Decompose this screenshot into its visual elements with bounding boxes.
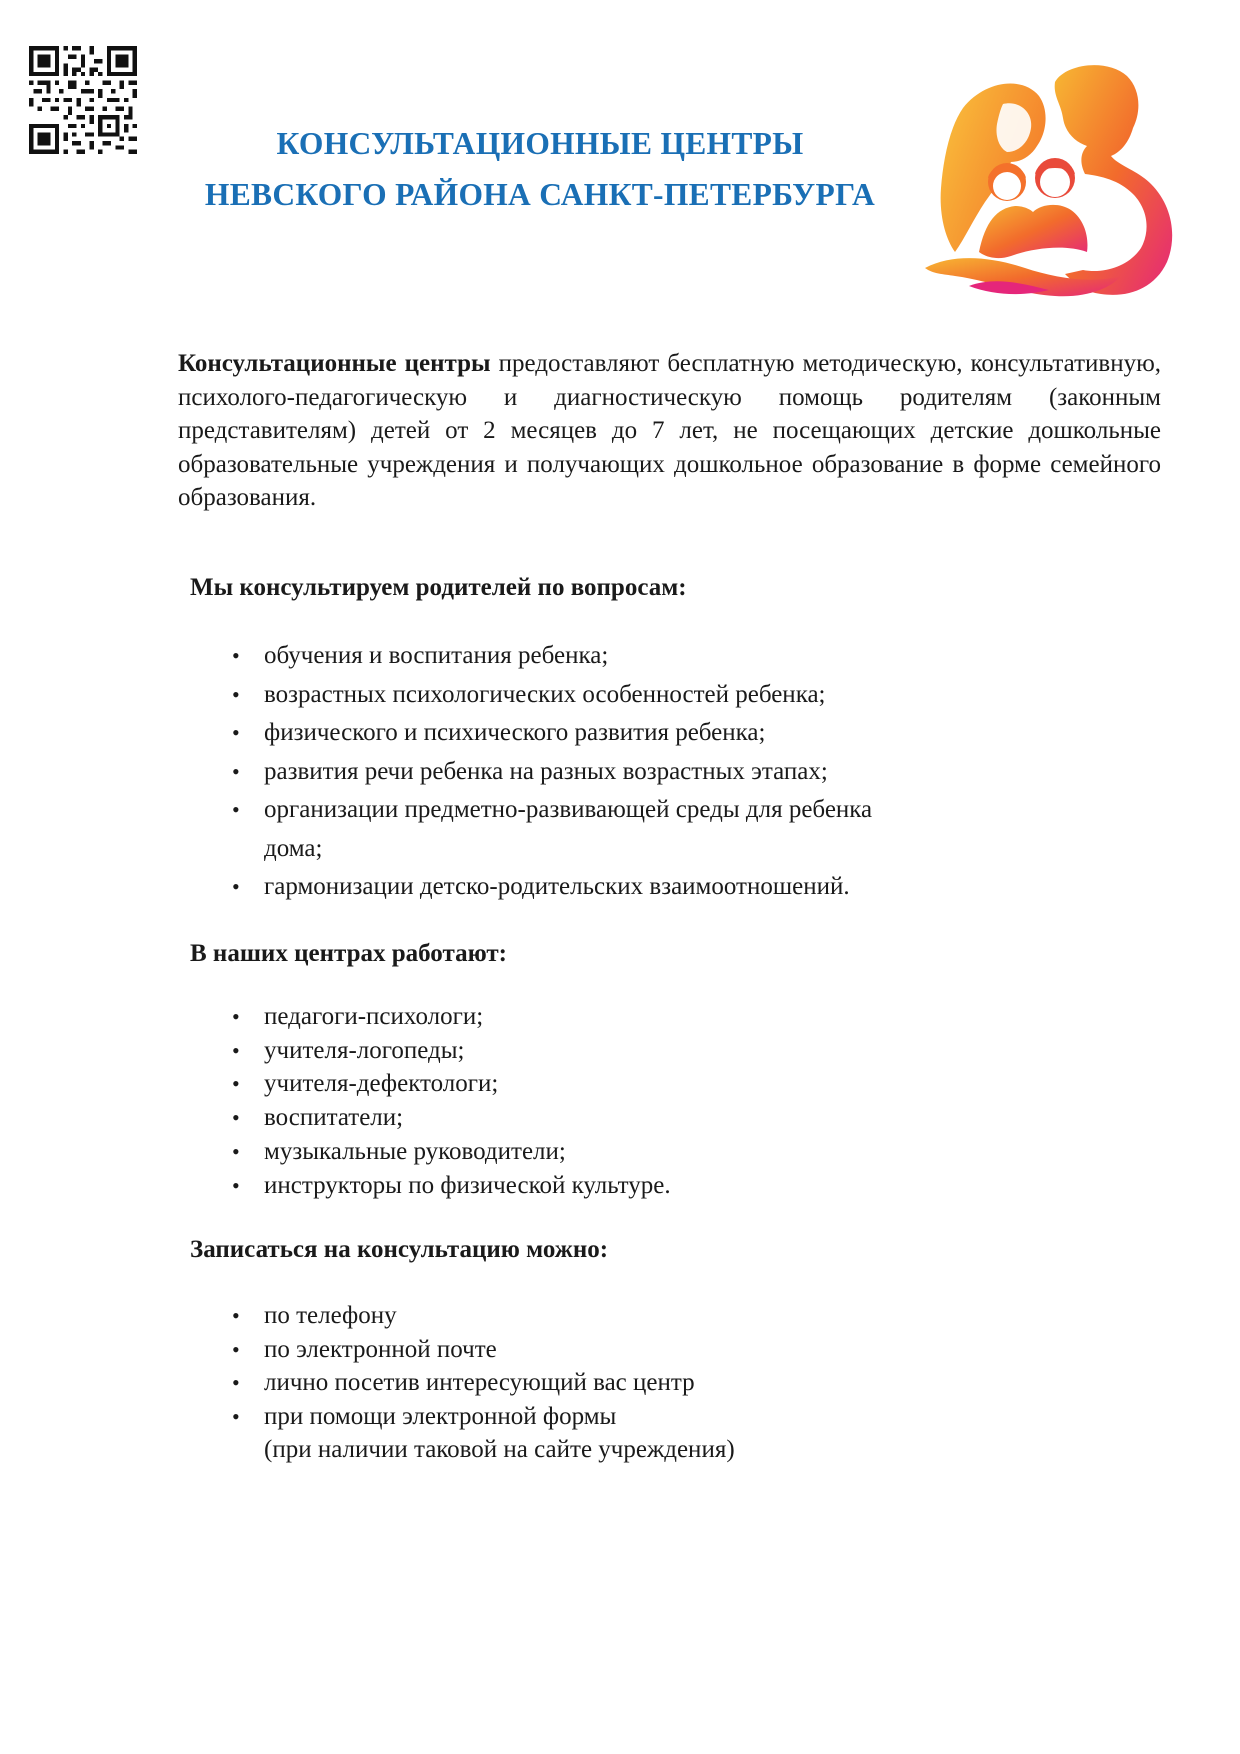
bullet-icon: • xyxy=(232,720,240,745)
list-item: • музыкальные руководители; xyxy=(0,1135,671,1169)
list-item: • обучения и воспитания ребенка; xyxy=(0,637,872,676)
list-item-continuation: (при наличии таковой на сайте учреждения) xyxy=(264,1436,735,1463)
intro-bold-lead: Консультационные центры xyxy=(178,350,491,377)
intro-text: предоставляют бесплатную методическую, консультативную, психолого-педагогическую и диагностическую помощь родителям (законным представителям) детей от 2 месяцев до 7 лет, не посещающих детские дошкольные образовательные учреждения и получающих дошкольное образование в форме семейного образования. xyxy=(178,350,1161,511)
bullet-icon: • xyxy=(232,1071,240,1097)
bullet-icon: • xyxy=(232,874,240,899)
topics-list xyxy=(0,637,872,907)
list-item: • учителя-дефектологи; xyxy=(0,1067,671,1101)
bullet-icon: • xyxy=(232,1172,240,1198)
section-heading-staff: В наших центрах работают: xyxy=(190,940,507,967)
list-item: • физического и психического развития ребенка; xyxy=(0,714,872,753)
section-heading-topics: Мы консультируем родителей по вопросам: xyxy=(190,574,687,601)
bullet-icon: • xyxy=(232,797,240,822)
bullet-icon: • xyxy=(232,681,240,707)
list-item: • организации предметно-развивающей среды для ребенка дома; xyxy=(0,791,872,868)
staff-list xyxy=(0,1000,671,1202)
list-item: • развития речи ребенка на разных возрастных этапах; xyxy=(0,753,872,792)
list-item: • при помощи электронной формы (при наличии таковой на сайте учреждения) xyxy=(0,1400,735,1467)
list-item: • по электронной почте xyxy=(0,1333,735,1367)
section-heading-signup: Записаться на консультацию можно: xyxy=(190,1236,609,1263)
bullet-icon: • xyxy=(232,643,240,668)
bullet-icon: • xyxy=(232,1336,240,1362)
list-item: • по телефону xyxy=(0,1299,735,1333)
list-item: • учителя-логопеды; xyxy=(0,1034,671,1068)
title-line-2: НЕВСКОГО РАЙОНА САНКТ-ПЕТЕРБУРГА xyxy=(204,177,876,212)
list-item: • воспитатели; xyxy=(0,1101,671,1135)
list-item: • гармонизации детско-родительских взаимоотношений. xyxy=(0,868,872,907)
list-item-continuation: дома; xyxy=(264,834,323,862)
family-logo-icon xyxy=(915,62,1180,298)
list-item: • педагоги-психологи; xyxy=(0,1000,671,1034)
signup-methods-list xyxy=(0,1299,735,1467)
bullet-icon: • xyxy=(232,1370,240,1395)
bullet-icon: • xyxy=(232,1037,240,1063)
bullet-icon: • xyxy=(232,1403,240,1429)
intro-paragraph xyxy=(178,347,1161,515)
bullet-icon: • xyxy=(232,758,240,784)
bullet-icon: • xyxy=(232,1303,240,1328)
list-item: • лично посетив интересующий вас центр xyxy=(0,1366,735,1400)
list-item: • инструкторы по физической культуре. xyxy=(0,1169,671,1203)
title-line-1: КОНСУЛЬТАЦИОННЫЕ ЦЕНТРЫ xyxy=(276,126,804,161)
bullet-icon: • xyxy=(232,1004,240,1029)
list-item: • возрастных психологических особенностей ребенка; xyxy=(0,676,872,715)
page-title xyxy=(140,118,940,220)
qr-code-icon xyxy=(29,46,137,154)
bullet-icon: • xyxy=(232,1138,240,1164)
bullet-icon: • xyxy=(232,1105,240,1131)
